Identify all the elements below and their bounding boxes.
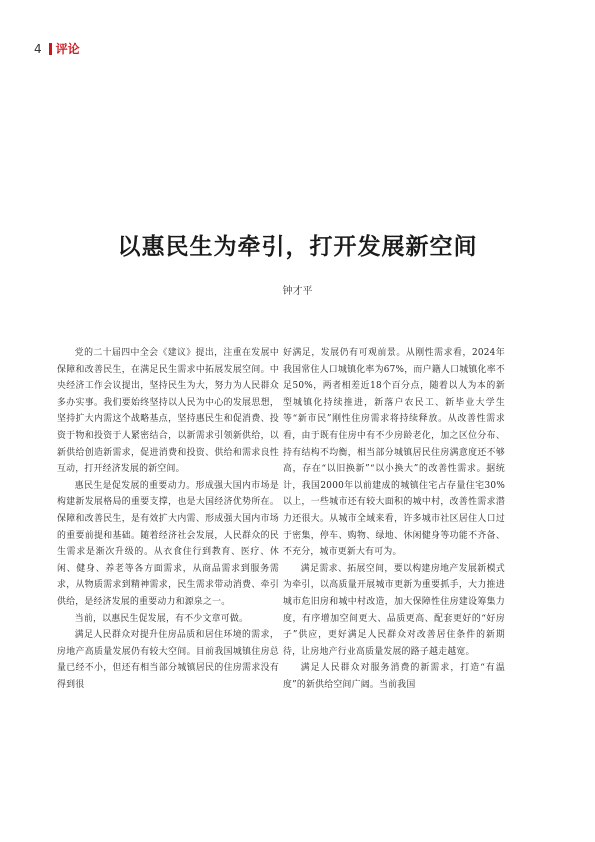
paragraph: 满足人民群众对提升住房品质和居住环境的需求，房地产高质量发展仍有较大空间。目前我国城镇住房总量已经不小，但还有相当部分城镇居民的住房需求没有得到很	[57, 630, 279, 690]
paragraph: 当前，以惠民生促发展，有不少文章可做。	[74, 613, 249, 624]
section-name: 评论	[55, 42, 80, 56]
section-marker	[49, 43, 52, 55]
right-column	[283, 345, 505, 693]
paragraph: 满足需求、拓展空间，要以构建房地产发展新模式为牵引，以高质量开展城市更新为重要抓手，大力推进城市危旧房和城中村改造，加大保障性住房建设筹集力度，有序增加空间更大、品质更高、配套更好的“好房子”供应，更好满足人民群众对改善居住条件的新期待，让房地产行业高质量发展的路子越走越宽。	[283, 563, 505, 657]
page-number: 4	[34, 41, 42, 56]
article-title: 以惠民生为牵引，打开发展新空间	[117, 234, 478, 260]
left-column	[57, 345, 279, 693]
paragraph: 满足人民群众对服务消费的新需求，打造“有温度”的新供给空间广阔。当前我国	[283, 663, 505, 690]
article-author: 钟才平	[282, 286, 313, 297]
paragraph: 惠民生是促发展的重要动力。形成强大国内市场是构建新发展格局的重要支撑，也是大国经济优势所在。保障和改善民生，是有效扩大内需、形成强大国内市场的重要前提和基础。随着经济社会发展，人民群众的民生需求是渐次升级的。从衣食住行到教育、医疗、休闲、健身、养老等各方面需求，从商品需求到服务需求，从物质需求到精神需求，民生需求带动消费、牵引供给，是经济发展的重要动力和源泉之一。	[57, 480, 279, 607]
paragraph: 党的二十届四中全会《建议》提出，注重在发展中保障和改善民生，在满足民生需求中拓展发展空间。中央经济工作会议提出，坚持民生为大，努力为人民群众多办实事。我们要始终坚持以人民为中心的发展思想，坚持扩大内需这个战略基点，坚持惠民生和促消费、投资于物和投资于人紧密结合，以新需求引领新供给，以新供给创造新需求，促进消费和投资、供给和需求良性互动，打开经济发展的新空间。	[57, 348, 279, 475]
paragraph: 好满足，发展仍有可观前景。从刚性需求看，2024年我国常住人口城镇化率为67%，而户籍人口城镇化率不足50%，两者相差近18个百分点，随着以人为本的新型城镇化持续推进，新落户农民工、新毕业大学生等“新市民”刚性住房需求将持续释放。从改善性需求看，由于既有住房中有不少房龄老化，加之区位分布、持有结构不均衡，相当部分城镇居民住房满意度还不够高，存在“以旧换新”“以小换大”的改善性需求。据统计，我国2000年以前建成的城镇住宅占存量住宅30%以上，一些城市还有较大面积的城中村，改善性需求潜力还很大。从城市全域来看，许多城市社区居住人口过于密集，停车、购物、绿地、休闲健身等功能不齐备、不充分，城市更新大有可为。	[283, 348, 505, 558]
page-header	[34, 40, 80, 57]
